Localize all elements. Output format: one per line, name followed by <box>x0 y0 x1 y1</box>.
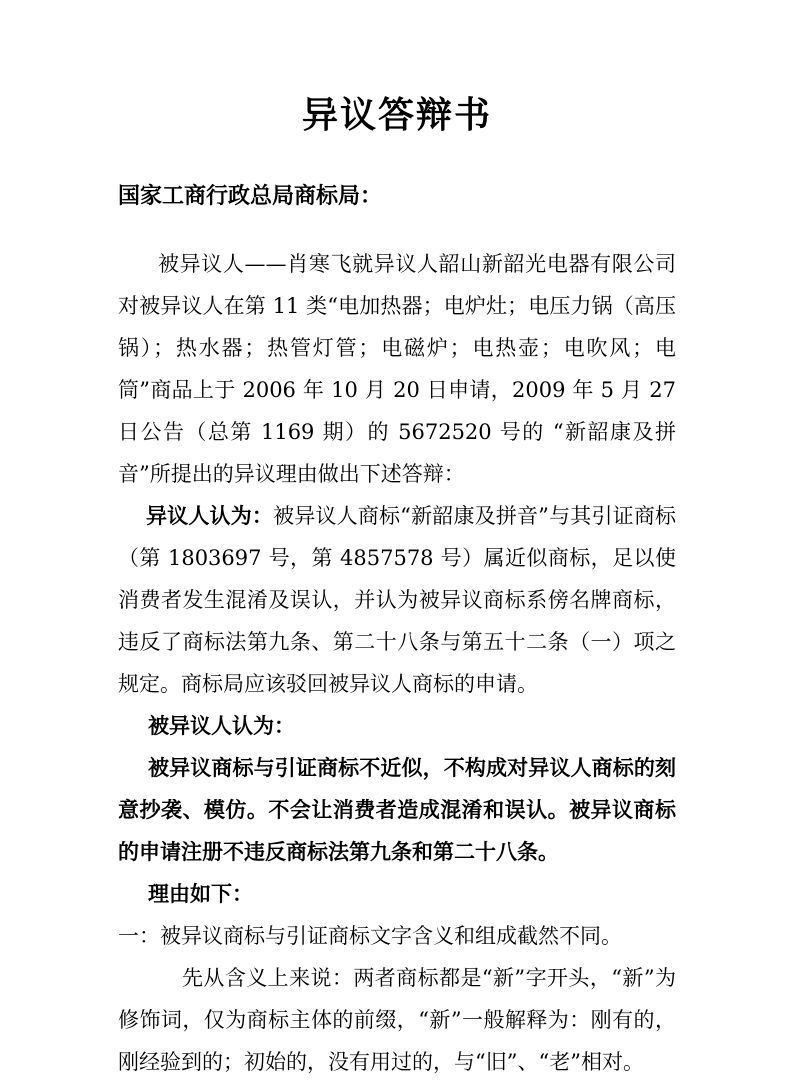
paragraph-respondent-heading: 被异议人认为： <box>148 713 295 739</box>
paragraph-respondent-position: 被异议商标与引证商标不近似，不构成对异议人商标的刻意抄袭、模仿。不会让消费者造成混淆和误认。被异议商标的申请注册不违反商标法第九条和第二十八条。 <box>118 755 676 865</box>
paragraph-opponent-claims <box>118 495 676 705</box>
paragraph-opposition-intro: 被异议人——肖寒飞就异议人韶山新韶光电器有限公司对被异议人在第 11 类“电加热器；电炉灶；电压力锅（高压锅）；热水器；热管灯管；电磁炉；电热壶；电吹风；电筒”商品上于 2006 年 10 月 20 日申请，2009 年 5 月 27 日公告（总第 1169 期）的 5672520 号的 “新韶康及拼音”所提出的异议理由做出下述答辩： <box>118 252 676 487</box>
paragraph-reason-one: 一：被异议商标与引证商标文字含义和组成截然不同。 <box>118 924 622 949</box>
paragraph-opponent-claims-lead: 异议人认为： <box>146 503 274 529</box>
paragraph-opponent-claims-body: 被异议人商标“新韶康及拼音”与其引证商标（第 1803697 号，第 4857578 号）属近似商标，足以使消费者发生混淆及误认，并认为被异议商标系傍名牌商标，违反了商标法第九条、第二十八条与第五十二条（一）项之规定。商标局应该驳回被异议人商标的申请。 <box>118 504 676 697</box>
salutation-line: 国家工商行政总局商标局： <box>118 183 383 210</box>
document-title: 异议答辩书 <box>301 94 492 136</box>
paragraph-reasons-heading: 理由如下： <box>148 881 253 907</box>
paragraph-meaning-analysis: 先从含义上来说：两者商标都是“新”字开头，“新”为修饰词，仅为商标主体的前缀，“新”一般解释为：刚有的，刚经验到的；初始的，没有用过的，与“旧”、“老”相对。 <box>118 966 676 1075</box>
